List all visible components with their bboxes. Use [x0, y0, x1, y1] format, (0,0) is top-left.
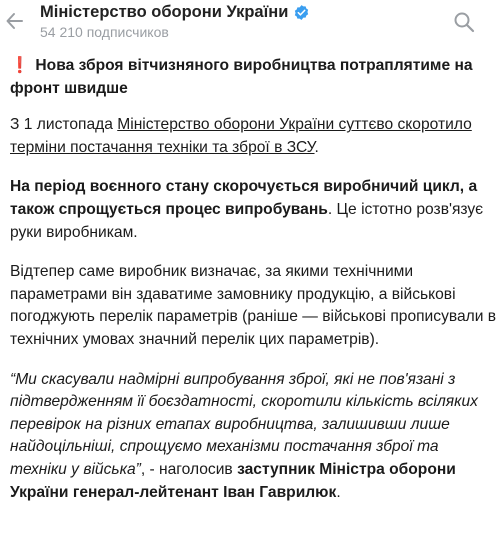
- ministry-link[interactable]: Міністерство оборони України суттєво скоротило терміни постачання техніки та зброї в ЗСУ: [10, 116, 472, 156]
- headline-text: Нова зброя вітчизняного виробництва потраплятиме на фронт швидше: [10, 57, 473, 97]
- arrow-left-icon: [5, 11, 25, 31]
- paragraph-1: [10, 114, 498, 159]
- p2-bold: На період воєнного стану скорочується виробничий цикл, а також спрощується процес випробувань: [10, 178, 478, 218]
- subscriber-count: 54 210 подписчиков: [40, 24, 169, 40]
- search-button[interactable]: [450, 8, 478, 36]
- channel-title-row[interactable]: [40, 1, 310, 23]
- quote-text: “Ми скасували надмірні випробування зброї, які не пов'язані з підтвердженням її боєздатності, скоротили кількість всіляких перевірок на різних етапах виробництва, залишивши лише найдоцільніші, спрощуємо механізми постачання зброї та техніки у війська”: [10, 370, 478, 478]
- channel-title: Міністерство оборони України: [40, 2, 289, 21]
- paragraph-4: [10, 369, 498, 505]
- post-body: [10, 55, 498, 521]
- paragraph-2: [10, 176, 498, 244]
- back-button[interactable]: [4, 8, 26, 34]
- p4-middle: , - наголосив: [140, 460, 238, 478]
- channel-header: [0, 0, 502, 50]
- p4-end: .: [336, 483, 341, 501]
- p1-suffix: .: [314, 138, 319, 156]
- p1-prefix: З 1 листопада: [10, 116, 118, 134]
- search-icon: [453, 11, 475, 33]
- verified-badge-icon: [293, 4, 310, 21]
- post-headline: [10, 55, 498, 100]
- speaker-name: заступник Міністра оборони України генерал-лейтенант Іван Гаврилюк: [10, 460, 456, 501]
- p2-rest: . Це істотно розв'язує руки виробникам.: [10, 200, 484, 241]
- exclamation-icon: ❗: [10, 57, 30, 74]
- paragraph-3: Відтепер саме виробник визначає, за якими технічними параметрами він здаватиме замовнику продукцію, а військові погоджують перелік параметрів (раніше — військові прописували в технічних умовах значний перелік цих параметрів).: [10, 263, 497, 348]
